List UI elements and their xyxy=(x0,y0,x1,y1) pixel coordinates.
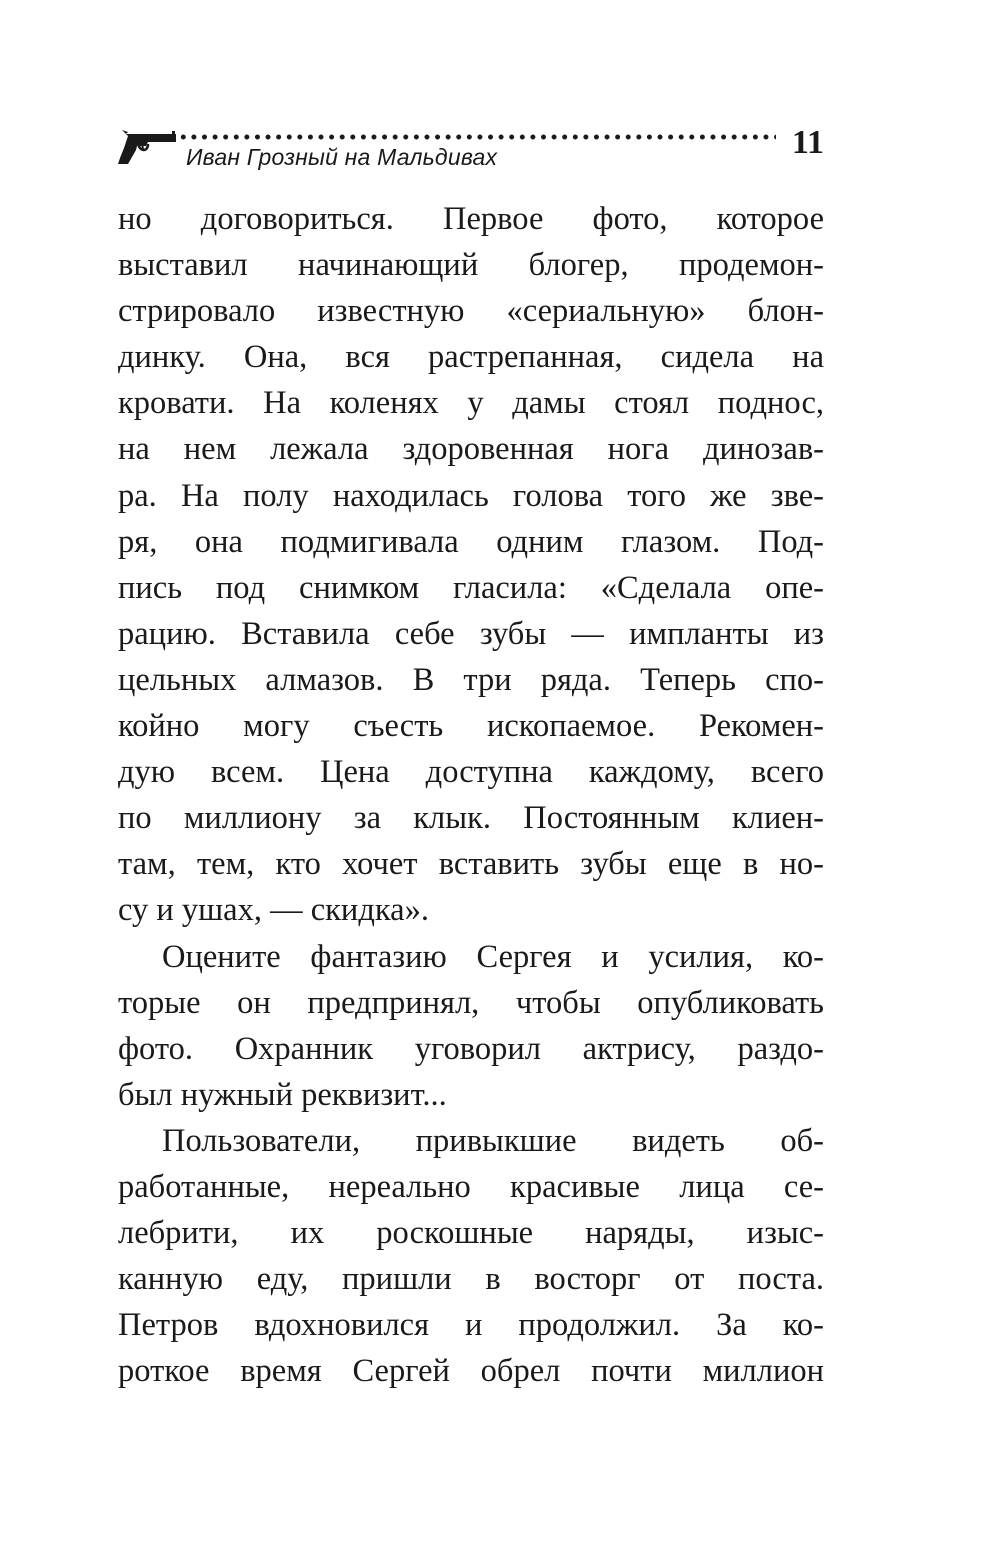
body-text xyxy=(118,196,824,1394)
text-line: койно могу съесть ископаемое. Рекомен- xyxy=(118,708,824,745)
text-line: стрировало известную «сериальную» блон- xyxy=(118,293,824,330)
dot-leader xyxy=(178,134,776,140)
text-line: там, тем, кто хочет вставить зубы еще в но- xyxy=(118,846,824,883)
paragraph xyxy=(118,1118,824,1395)
book-title: Иван Грозный на Мальдивах xyxy=(186,144,498,170)
text-line: динку. Она, вся растрепанная, сидела на xyxy=(118,339,824,376)
paragraph xyxy=(118,196,824,934)
paragraph xyxy=(118,934,824,1118)
text-line: был нужный реквизит... xyxy=(118,1076,447,1113)
text-line: Пользователи, привыкшие видеть об- xyxy=(162,1122,824,1159)
text-line: цельных алмазов. В три ряда. Теперь спо- xyxy=(118,661,824,698)
text-line: фото. Охранник уговорил актрису, раздо- xyxy=(118,1030,824,1067)
text-line: рацию. Вставила себе зубы — импланты из xyxy=(118,615,824,652)
text-line: кровати. На коленях у дамы стоял поднос, xyxy=(118,385,824,422)
text-line: су и ушах, — скидка». xyxy=(118,892,429,929)
text-line: работанные, нереально красивые лица се- xyxy=(118,1168,824,1205)
text-line: на нем лежала здоровенная нога динозав- xyxy=(118,431,824,468)
text-line: канную еду, пришли в восторг от поста. xyxy=(118,1261,824,1298)
text-line: пись под снимком гласила: «Сделала опе- xyxy=(118,569,824,606)
text-line: Петров вдохновился и продолжил. За ко- xyxy=(118,1307,824,1344)
text-line: торые он предпринял, чтобы опубликовать xyxy=(118,984,824,1021)
text-line: роткое время Сергей обрел почти миллион xyxy=(118,1353,824,1390)
text-line: лебрити, их роскошные наряды, изыс- xyxy=(118,1215,824,1252)
text-line: по миллиону за клык. Постоянным клиен- xyxy=(118,800,824,837)
text-line: ря, она подмигивала одним глазом. Под- xyxy=(118,523,824,560)
page-number: 11 xyxy=(791,124,824,161)
text-line: выставил начинающий блогер, продемон- xyxy=(118,247,824,284)
text-line: ра. На полу находилась голова того же зве- xyxy=(118,477,824,514)
text-line: но договориться. Первое фото, которое xyxy=(118,201,824,237)
text-line: дую всем. Цена доступна каждому, всего xyxy=(118,754,824,791)
running-header xyxy=(116,120,826,180)
revolver-icon xyxy=(116,128,180,168)
text-line: Оцените фантазию Сергея и усилия, ко- xyxy=(162,938,824,975)
